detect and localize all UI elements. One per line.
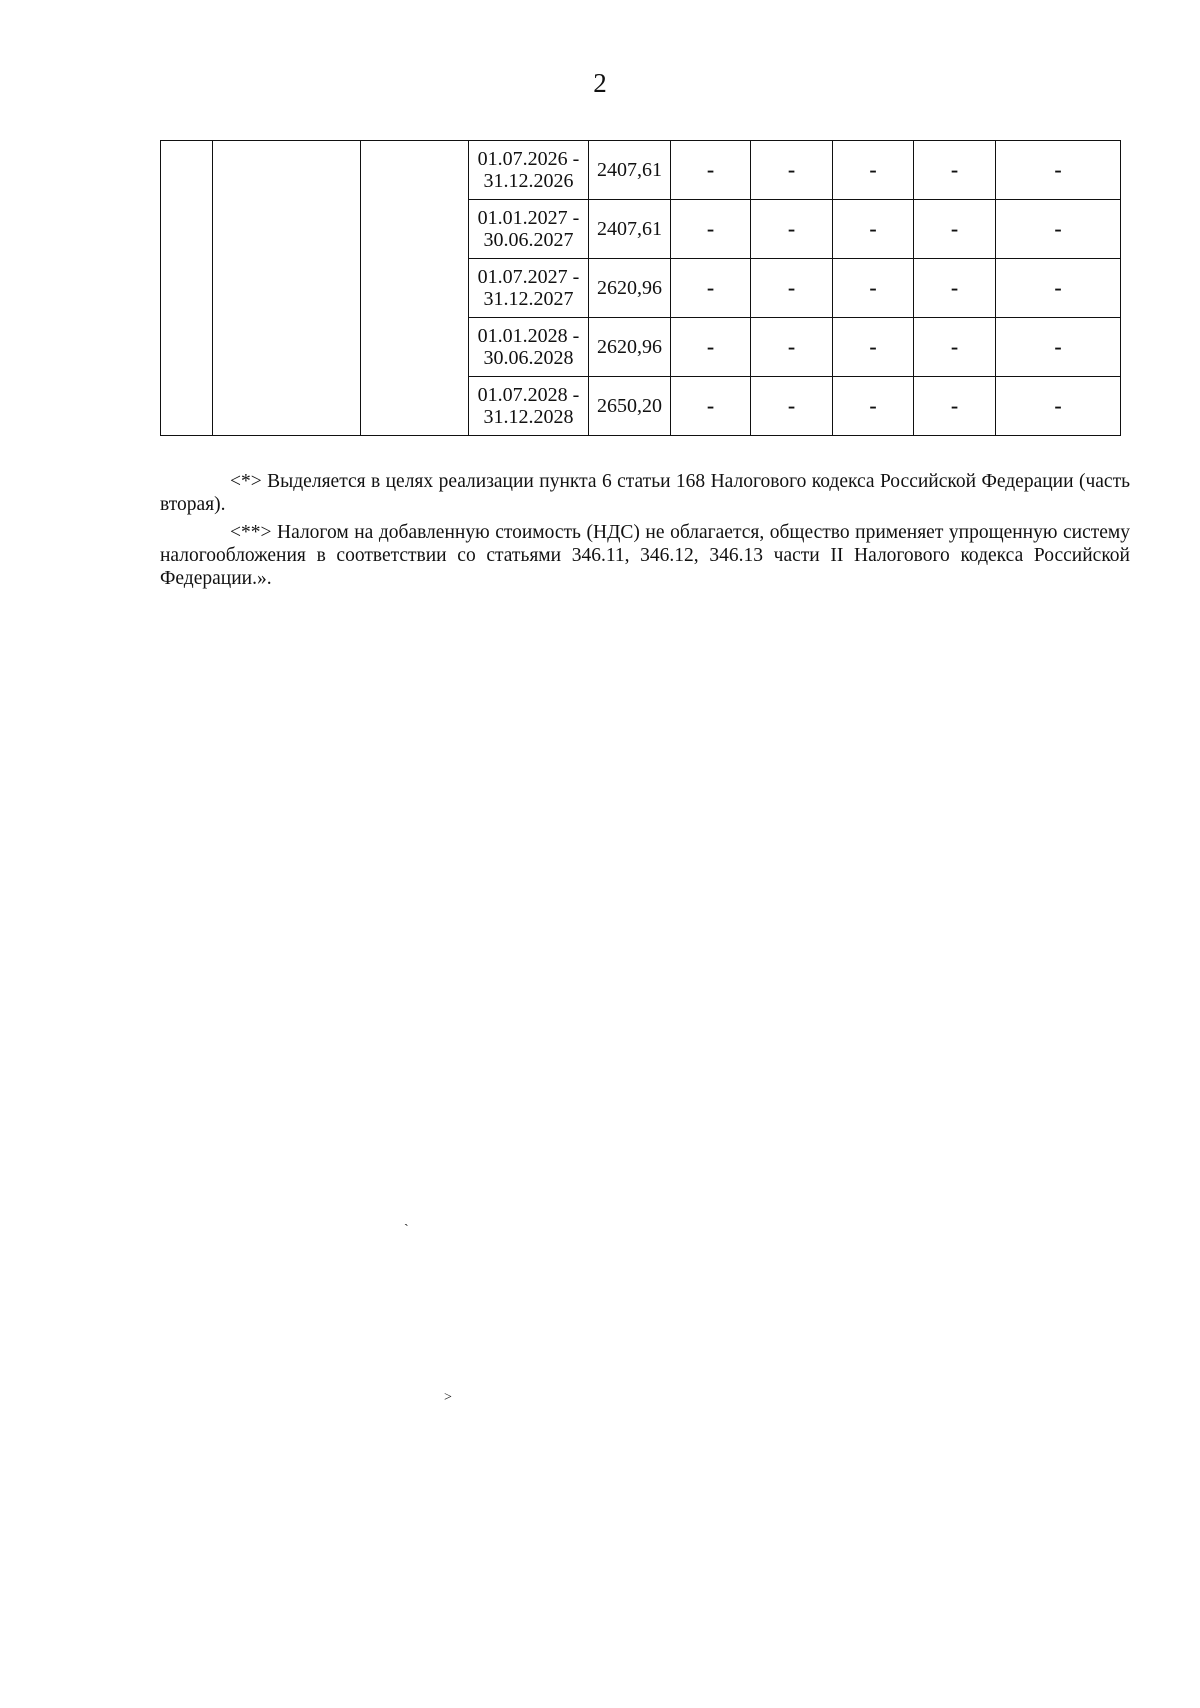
period-end: 30.06.2027 — [483, 229, 574, 251]
dash-cell: - — [996, 377, 1121, 436]
dash-cell: - — [833, 200, 914, 259]
dash-cell: - — [996, 141, 1121, 200]
footnote-2: <**> Налогом на добавленную стоимость (НДС) не облагается, общество применяет упрощенную систему налогообложения в соответствии со статьями 346.11, 346.12, 346.13 части II Налогового кодекса Российской Федерации.». — [160, 522, 1130, 589]
dash-cell: - — [833, 259, 914, 318]
dash-cell: - — [671, 141, 751, 200]
page-number: 2 — [593, 68, 607, 98]
dash-cell: - — [671, 259, 751, 318]
dash-cell: - — [671, 377, 751, 436]
dash-cell: - — [833, 318, 914, 377]
period-start: 01.01.2028 - — [477, 325, 580, 347]
merged-cell-col1 — [161, 141, 213, 436]
dash-cell: - — [996, 259, 1121, 318]
value-cell: 2620,96 — [589, 259, 671, 318]
period-end: 31.12.2026 — [483, 170, 574, 192]
merged-cell-col3 — [361, 141, 469, 436]
value-cell: 2407,61 — [589, 200, 671, 259]
period-cell — [469, 200, 589, 259]
period-end: 30.06.2028 — [483, 347, 574, 369]
merged-cell-col2 — [213, 141, 361, 436]
dash-cell: - — [751, 318, 833, 377]
scan-speck-mark: ˎ — [404, 1212, 409, 1227]
footnote-1: <*> Выделяется в целях реализации пункта 6 статьи 168 Налогового кодекса Российской Федерации (часть вторая). — [160, 471, 1130, 515]
dash-cell: - — [914, 141, 996, 200]
tariff-table — [160, 140, 1121, 436]
dash-cell: - — [833, 141, 914, 200]
dash-cell: - — [914, 318, 996, 377]
period-end: 31.12.2028 — [483, 406, 574, 428]
period-cell — [469, 259, 589, 318]
dash-cell: - — [996, 318, 1121, 377]
dash-cell: - — [671, 318, 751, 377]
dash-cell: - — [996, 200, 1121, 259]
period-start: 01.07.2027 - — [477, 266, 580, 288]
value-cell: 2620,96 — [589, 318, 671, 377]
period-cell — [469, 141, 589, 200]
period-cell — [469, 318, 589, 377]
dash-cell: - — [914, 377, 996, 436]
dash-cell: - — [914, 200, 996, 259]
dash-cell: - — [671, 200, 751, 259]
dash-cell: - — [751, 141, 833, 200]
value-cell: 2407,61 — [589, 141, 671, 200]
period-end: 31.12.2027 — [483, 288, 574, 310]
dash-cell: - — [914, 259, 996, 318]
period-cell — [469, 377, 589, 436]
footnotes — [160, 470, 1130, 595]
dash-cell: - — [751, 259, 833, 318]
period-start: 01.07.2028 - — [477, 384, 580, 406]
scan-speck-mark: ˃ — [444, 1390, 452, 1405]
period-start: 01.01.2027 - — [477, 207, 580, 229]
dash-cell: - — [751, 377, 833, 436]
dash-cell: - — [833, 377, 914, 436]
value-cell: 2650,20 — [589, 377, 671, 436]
table-row — [161, 141, 1121, 200]
dash-cell: - — [751, 200, 833, 259]
period-start: 01.07.2026 - — [477, 148, 580, 170]
